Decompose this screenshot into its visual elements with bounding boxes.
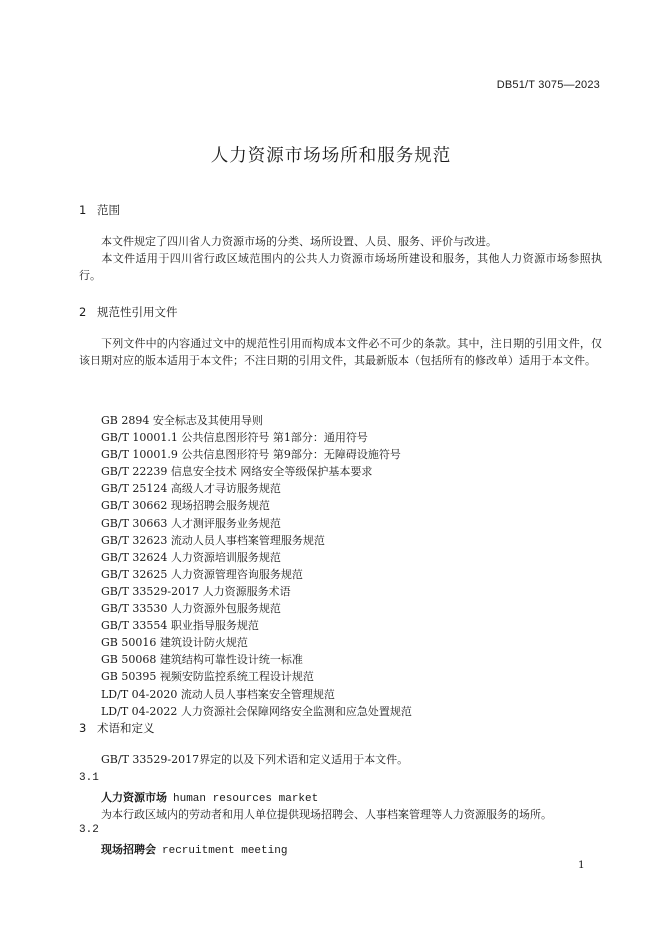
section-3-heading — [79, 720, 155, 736]
section-1-paragraph-1 — [79, 233, 602, 250]
reference-item: GB/T 32624 人力资源培训服务规范 — [101, 550, 281, 564]
reference-item: GB/T 25124 高级人才寻访服务规范 — [101, 482, 281, 496]
reference-item: GB/T 22239 信息安全技术 网络安全等级保护基本要求 — [101, 465, 373, 479]
term-chinese: 现场招聘会 — [101, 843, 156, 856]
section-title: 范围 — [97, 203, 120, 217]
paragraph-text: GB/T 33529-2017界定的以及下列术语和定义适用于本文件。 — [101, 753, 409, 766]
reference-item: GB/T 33554 职业指导服务规范 — [101, 619, 259, 633]
document-title: 人力资源市场场所和服务规范 — [210, 146, 452, 166]
section-1-paragraph-2 — [79, 250, 602, 284]
paragraph-text: 下列文件中的内容通过文中的规范性引用而构成本文件必不可少的条款。其中，注日期的引用文件，仅该日期对应的版本适用于本文件；不注日期的引用文件，其最新版本（包括所有的修改单）适用于本文件。 — [79, 337, 602, 367]
paragraph-text: 本文件规定了四川省人力资源市场的分类、场所设置、人员、服务、评价与改进。 — [101, 235, 497, 248]
section-1-heading — [79, 202, 120, 218]
page-number: 1 — [578, 859, 585, 871]
reference-item: GB 50016 建筑设计防火规范 — [101, 636, 248, 650]
term-number: 3.2 — [79, 824, 99, 836]
reference-item: GB 50068 建筑结构可靠性设计统一标准 — [101, 653, 303, 667]
section-3-intro — [79, 751, 602, 768]
reference-item: GB/T 33530 人力资源外包服务规范 — [101, 602, 281, 616]
term-chinese: 人力资源市场 — [101, 791, 167, 804]
reference-list — [101, 412, 412, 720]
reference-item: GB/T 30662 现场招聘会服务规范 — [101, 499, 270, 513]
paragraph-text: 为本行政区域内的劳动者和用人单位提供现场招聘会、人事档案管理等人力资源服务的场所。 — [101, 808, 552, 821]
term-heading — [101, 841, 287, 857]
section-number: 3 — [79, 721, 87, 735]
term-english: human resources market — [173, 793, 319, 805]
reference-item: GB/T 10001.9 公共信息图形符号 第9部分：无障碍设施符号 — [101, 448, 401, 462]
section-title: 术语和定义 — [97, 721, 155, 735]
document-code: DB51/T 3075—2023 — [496, 79, 600, 91]
term-english: recruitment meeting — [162, 845, 288, 857]
section-number: 2 — [79, 305, 87, 319]
reference-item: GB/T 10001.1 公共信息图形符号 第1部分：通用符号 — [101, 431, 368, 445]
section-2-intro — [79, 335, 602, 369]
paragraph-text: 本文件适用于四川省行政区域范围内的公共人力资源市场场所建设和服务，其他人力资源市场参照执行。 — [79, 252, 602, 282]
reference-item: GB/T 32623 流动人员人事档案管理服务规范 — [101, 533, 325, 547]
reference-item: GB 2894 安全标志及其使用导则 — [101, 414, 263, 427]
section-title: 规范性引用文件 — [97, 305, 178, 319]
reference-item: LD/T 04-2022 人力资源社会保障网络安全监测和应急处置规范 — [101, 704, 412, 718]
term-heading — [101, 789, 318, 805]
term-definition — [79, 806, 602, 823]
reference-item: GB/T 30663 人才测评服务业务规范 — [101, 516, 281, 530]
term-number: 3.1 — [79, 772, 99, 784]
section-number: 1 — [79, 203, 87, 217]
reference-item: GB/T 33529-2017 人力资源服务术语 — [101, 584, 291, 598]
reference-item: LD/T 04-2020 流动人员人事档案安全管理规范 — [101, 687, 335, 701]
reference-item: GB/T 32625 人力资源管理咨询服务规范 — [101, 567, 303, 581]
reference-item: GB 50395 视频安防监控系统工程设计规范 — [101, 670, 314, 684]
section-2-heading — [79, 304, 178, 320]
